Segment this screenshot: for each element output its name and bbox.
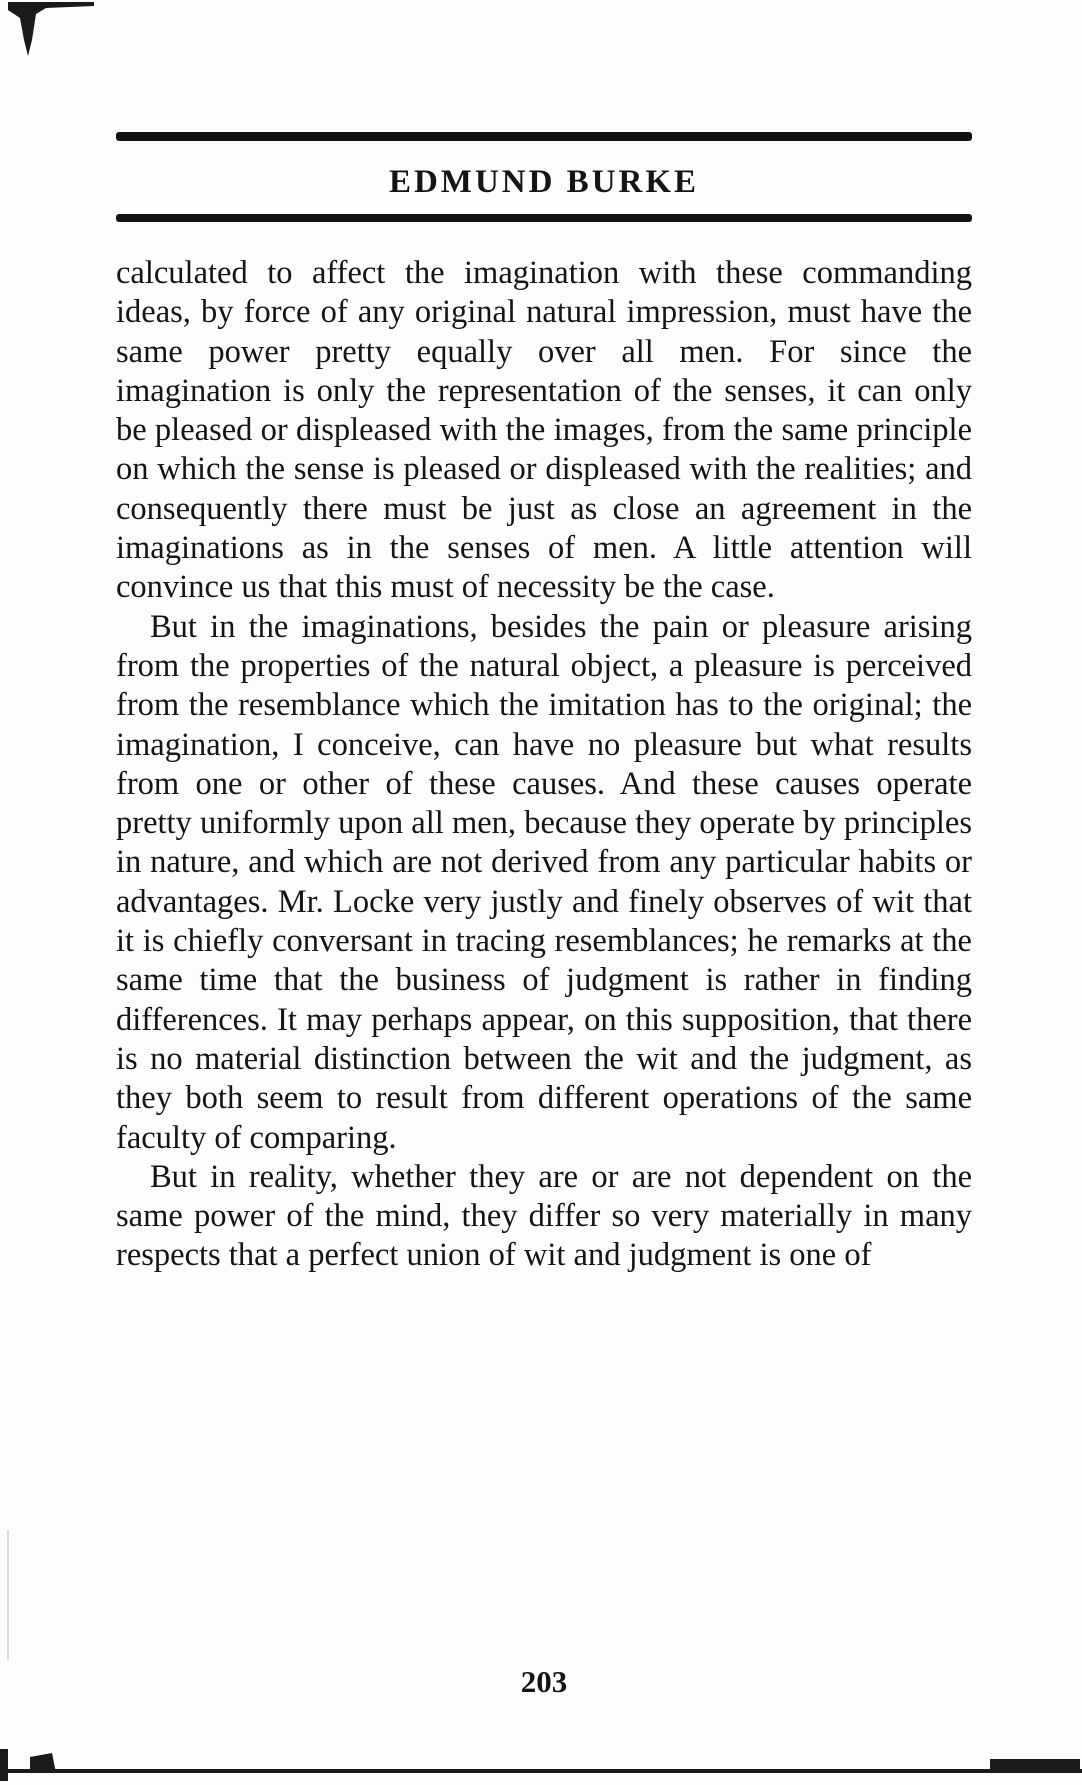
running-head: EDMUND BURKE [388,164,700,200]
paragraph-2: But in the imaginations, besides the pain or pleasure arising from the properties of the natural object, a pleasure is perceived from the resemblance which the imitation has to the original; the imagination, I conceive, can have no pleasure but what results from one or other of these causes. And these causes operate pretty uniformly upon all men, because they operate by principles in nature, and which are not derived from any particular habits or advantages. Mr. Locke very justly and finely observes of wit that it is chiefly conversant in tracing resemblances; he remarks at the same time that the business of judgment is rather in finding differences. It may perhaps appear, on this supposition, that there is no material distinction between the wit and the judgment, as they both seem to result from different operations of the same faculty of comparing. [116,608,972,1156]
paragraph-3: But in reality, whether they are or are not dependent on the same power of the mind, they differ so very materially in many respects that a perfect union of wit and judgment is one of [116,1158,972,1274]
scan-bottom-edge [0,1745,1082,1785]
paragraph-1: calculated to affect the imagination with these commanding ideas, by force of any original natural impression, must have the same power pretty equally over all men. For since the imagination is only the representation of the senses, it can only be pleased or displeased with the images, from the same principle on which the sense is pleased or displeased with the realities; and consequently there must be just as close an agreement in the imaginations as in the senses of men. A little attention will convince us that this must of necessity be the case. [116,255,972,606]
header-rule-top [116,132,972,141]
scan-side-speckle [4,1530,14,1660]
scan-corner-mark [6,0,96,60]
page-number: 203 [520,1664,568,1699]
header-rule-bottom [116,214,972,222]
body-text [116,254,972,1276]
